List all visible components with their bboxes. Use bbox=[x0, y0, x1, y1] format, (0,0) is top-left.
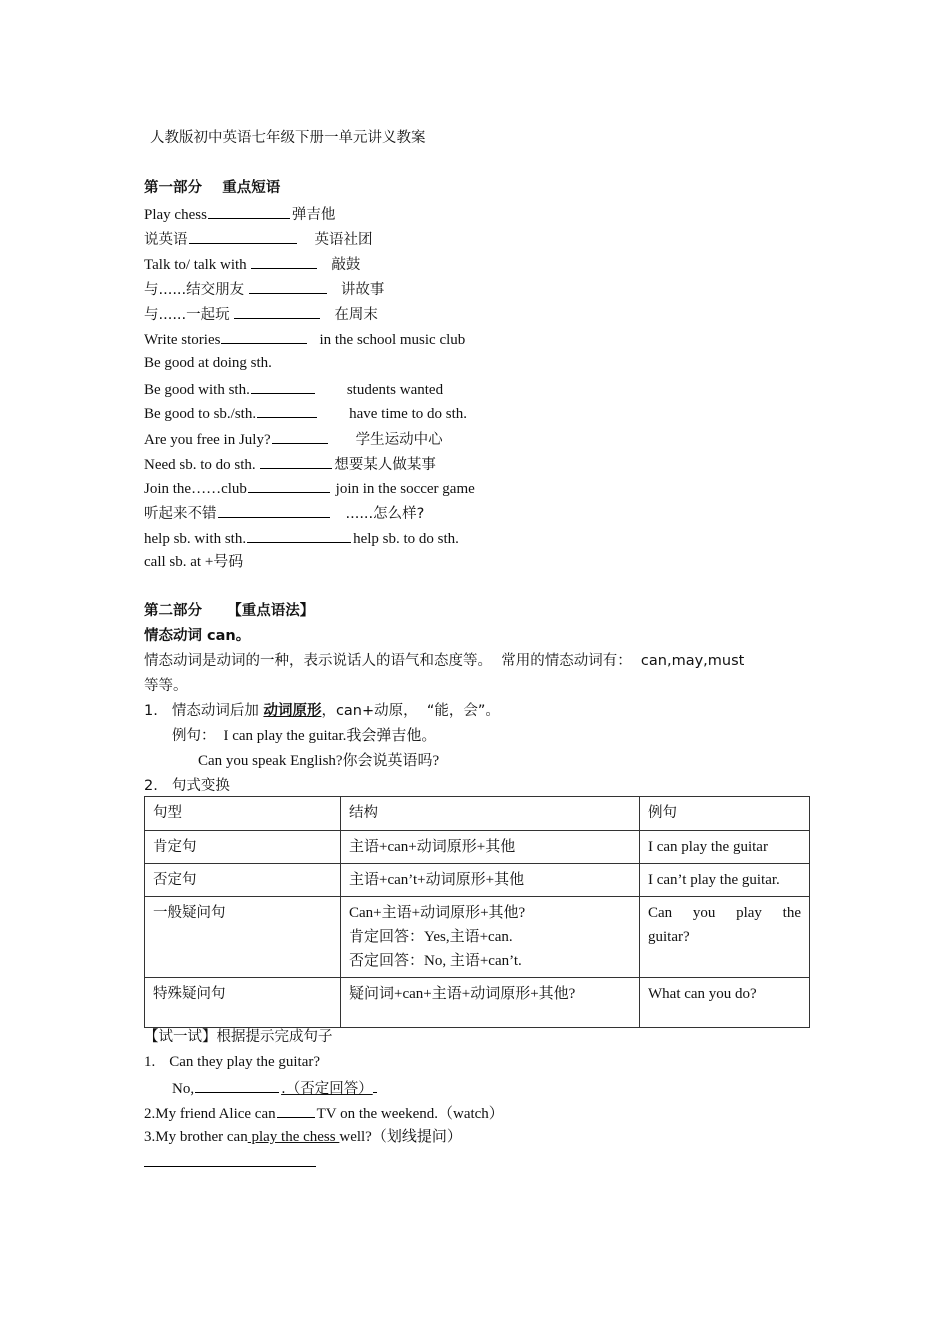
part2-intro: 情态动词是动词的一种，表示说话人的语气和态度等。 常用的情态动词有： can,may,must bbox=[144, 653, 745, 669]
document-title: 人教版初中英语七年级下册一单元讲义教案 bbox=[150, 130, 426, 146]
phrase-row: call sb. at +号码 bbox=[144, 554, 244, 570]
table-header-row bbox=[145, 797, 810, 831]
cell-line: guitar? bbox=[648, 929, 690, 945]
table-header: 例句 bbox=[640, 797, 810, 831]
table-cell: 主语+can’t+动词原形+其他 bbox=[341, 864, 640, 897]
phrase-row: Are you free in July? 学生运动中心 bbox=[144, 428, 443, 450]
grammar-point-2: 2. 句式变换 bbox=[144, 778, 230, 794]
key-term: 动词原形 bbox=[263, 703, 322, 719]
exercise-answer: No, .（否定回答） bbox=[172, 1077, 377, 1099]
table-cell: What can you do? bbox=[640, 978, 810, 1028]
phrase-row: 说英语 英语社团 bbox=[144, 228, 373, 250]
part2-heading: 第二部分 【重点语法】 bbox=[144, 603, 315, 619]
phrase-row: 与......结交朋友 讲故事 bbox=[144, 278, 384, 300]
part2-intro-cont: 等等。 bbox=[144, 678, 188, 694]
phrase-row: Be good at doing sth. bbox=[144, 355, 272, 371]
phrase-row: 听起来不错 ......怎么样? bbox=[144, 502, 424, 524]
table-cell: 一般疑问句 bbox=[145, 897, 341, 978]
phrase-row: Write stories in the school music club bbox=[144, 328, 465, 350]
exercise-question: 2.My friend Alice can TV on the weekend.（watch） bbox=[144, 1102, 504, 1124]
exercise-question: 1. Can they play the guitar? bbox=[144, 1054, 321, 1070]
part2-subheading: 情态动词 can。 bbox=[144, 628, 251, 644]
table-cell: 疑问词+can+主语+动词原形+其他? bbox=[341, 978, 640, 1028]
phrase-row: Talk to/ talk with 敲鼓 bbox=[144, 253, 360, 275]
table-header: 句型 bbox=[145, 797, 341, 831]
table-row bbox=[145, 831, 810, 864]
table-row bbox=[145, 864, 810, 897]
table-cell: 否定句 bbox=[145, 864, 341, 897]
answer-blank-line bbox=[144, 1166, 316, 1167]
table-cell: I can play the guitar bbox=[640, 831, 810, 864]
phrase-row: Join the……club join in the soccer game bbox=[144, 477, 475, 499]
table-cell: I can’t play the guitar. bbox=[640, 864, 810, 897]
phrase-row: Be good to sb./sth. have time to do sth. bbox=[144, 402, 467, 424]
example-sentence: 例句： I can play the guitar.我会弹吉他。 bbox=[172, 728, 437, 744]
table-cell: 特殊疑问句 bbox=[145, 978, 341, 1028]
table-cell: 肯定句 bbox=[145, 831, 341, 864]
phrase-row: Need sb. to do sth. 想要某人做某事 bbox=[144, 453, 436, 475]
part1-heading: 第一部分 重点短语 bbox=[144, 180, 281, 196]
phrase-row: 与......一起玩 在周末 bbox=[144, 303, 378, 325]
phrase-row: Play chess 弹吉他 bbox=[144, 203, 335, 225]
table-cell bbox=[640, 897, 810, 978]
table-row bbox=[145, 978, 810, 1028]
phrase-row: Be good with sth. students wanted bbox=[144, 378, 443, 400]
table-cell bbox=[341, 897, 640, 978]
cell-line: 肯定回答：Yes,主语+can. bbox=[349, 929, 513, 945]
underlined-phrase: play the chess bbox=[247, 1129, 340, 1145]
sentence-pattern-table bbox=[144, 796, 810, 1028]
example-sentence: Can you speak English?你会说英语吗? bbox=[198, 753, 440, 769]
cell-line: Can+主语+动词原形+其他? bbox=[349, 905, 526, 921]
table-row bbox=[145, 897, 810, 978]
cell-line: 否定回答：No, 主语+can’t. bbox=[349, 953, 522, 969]
table-cell: 主语+can+动词原形+其他 bbox=[341, 831, 640, 864]
phrase-row: help sb. with sth. help sb. to do sth. bbox=[144, 527, 459, 549]
exercise-question: 3.My brother can play the chess well?（划线提问） bbox=[144, 1129, 462, 1145]
exercise-heading: 【试一试】根据提示完成句子 bbox=[144, 1029, 333, 1045]
table-header: 结构 bbox=[341, 797, 640, 831]
grammar-point-1: 1. 情态动词后加 动词原形，can+动原， “能，会”。 bbox=[144, 703, 500, 719]
cell-line: Can you play the bbox=[648, 905, 801, 921]
